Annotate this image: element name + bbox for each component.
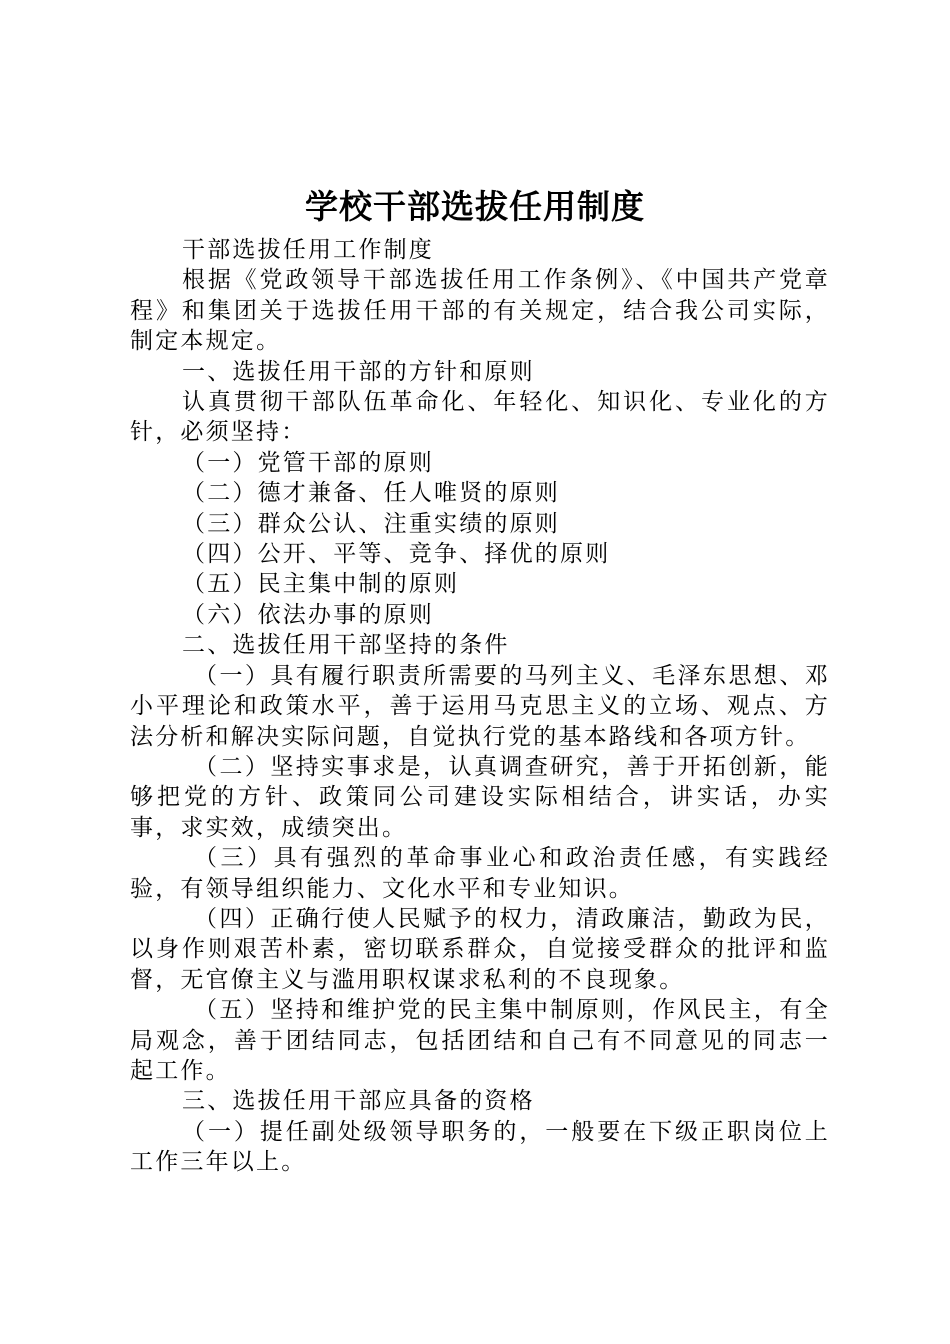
document-body xyxy=(130,235,830,1178)
paragraph-subtitle: 干部选拔任用工作制度 xyxy=(182,237,434,263)
list-item-principle: （一）党管干部的原则 xyxy=(182,449,434,476)
section-heading-1: 一、选拔任用干部的方针和原则 xyxy=(182,358,535,385)
section-heading-3: 三、选拔任用干部应具备的资格 xyxy=(182,1088,535,1115)
condition-paragraph: （四）正确行使人民赋予的权力，清政廉洁，勤政为民，以身作则艰苦朴素，密切联系群众，自觉接受群众的批评和监督，无官僚主义与滥用职权谋求私利的不良现象。 xyxy=(130,905,830,993)
document-title: 学校干部选拔任用制度 xyxy=(305,187,645,226)
qualification-paragraph: （一）提任副处级领导职务的，一般要在下级正职岗位上工作三年以上。 xyxy=(130,1118,830,1176)
list-item-principle: （二）德才兼备、任人唯贤的原则 xyxy=(182,480,560,507)
condition-paragraph: （一）具有履行职责所需要的马列主义、毛泽东思想、邓小平理论和政策水平，善于运用马克思主义的立场、观点、方法分析和解决实际问题，自觉执行党的基本路线和各项方针。 xyxy=(130,662,830,750)
list-item-principle: （五）民主集中制的原则 xyxy=(182,571,460,598)
paragraph-intro: 根据《党政领导干部选拔任用工作条例》、《中国共产党章程》和集团关于选拔任用干部的有关规定，结合我公司实际，制定本规定。 xyxy=(130,267,830,355)
condition-paragraph: （三）具有强烈的革命事业心和政治责任感，有实践经验，有领导组织能力、文化水平和专业知识。 xyxy=(130,845,830,902)
section-heading-2: 二、选拔任用干部坚持的条件 xyxy=(182,632,510,659)
paragraph-principle-lead: 认真贯彻干部队伍革命化、年轻化、知识化、专业化的方针，必须坚持： xyxy=(130,389,830,446)
list-item-principle: （三）群众公认、注重实绩的原则 xyxy=(182,510,560,537)
list-item-principle: （四）公开、平等、竞争、择优的原则 xyxy=(182,541,611,568)
list-item-principle: （六）依法办事的原则 xyxy=(182,601,434,628)
condition-paragraph: （五）坚持和维护党的民主集中制原则，作风民主，有全局观念，善于团结同志，包括团结和自己有不同意见的同志一起工作。 xyxy=(130,997,830,1084)
condition-paragraph: （二）坚持实事求是，认真调查研究，善于开拓创新，能够把党的方针、政策同公司建设实际相结合，讲实话，办实事，求实效，成绩突出。 xyxy=(130,753,830,841)
